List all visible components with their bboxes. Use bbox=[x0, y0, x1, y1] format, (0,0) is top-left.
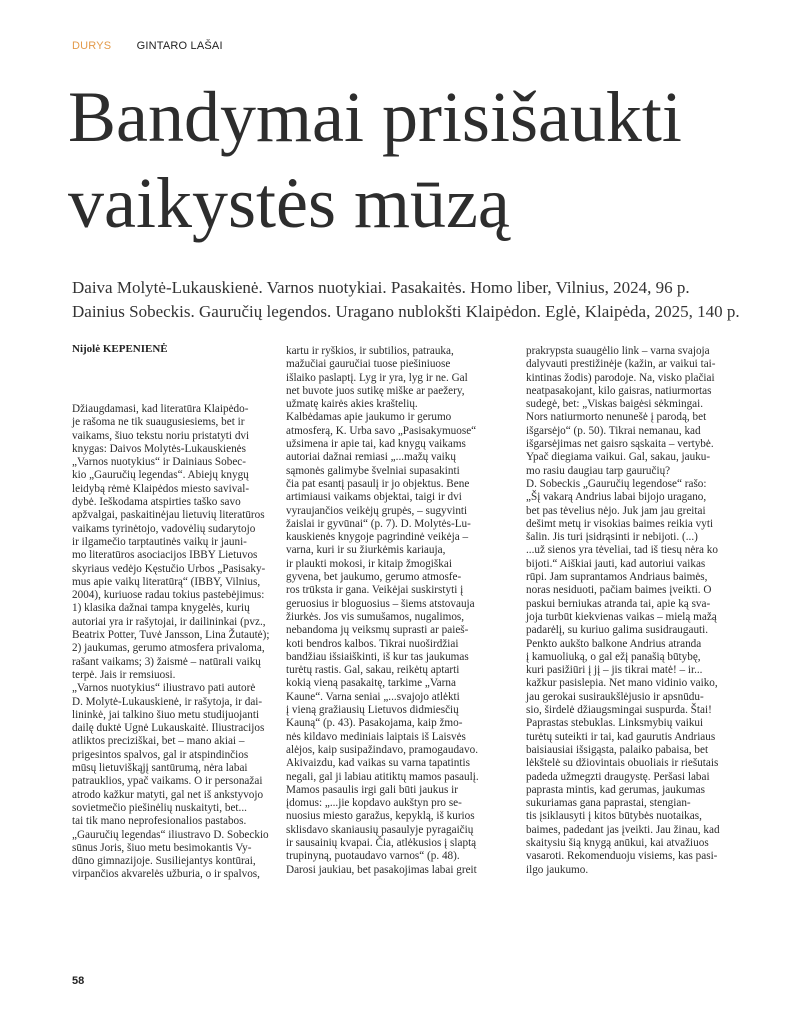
title-line-2: vaikystės mūzą bbox=[68, 163, 510, 243]
author-byline: Nijolė KEPENIENĖ bbox=[72, 343, 168, 355]
book-references bbox=[72, 276, 772, 324]
book-reference-1: Daiva Molytė-Lukauskienė. Varnos nuotykiai. Pasakaitės. Homo liber, Vilnius, 2024, 96 p. bbox=[72, 278, 690, 297]
column-3-text: prakrypsta suaugėlio link – varna svajoja dalyvauti prestižinėje (kažin, ar vaikui tai- kintinas žodis) parodoje. Na, visko plačiai neatpasakojant, kilo gaisras, natiurmortas sudegė, bet: „Viskas baigėsi sėkmingai. Nors natiurmorto nenunešė į parodą, bet išgarsėjo“ (p. 50). Tikrai nemanau, kad išgarsėjimas net gaisro sąskaita – vertybė. Ypač diegiama vaikui. Gal, sakau, jauku- mo rasiu daugiau tarp gauručių? D. Sobeckis „Gauručių legendose“ rašo: „Šį vakarą Andrius labai bijojo uragano, bet pas tėvelius nėjo. Juk jam jau greitai dešimt metų ir visokias baimes reikia vyti šalin. Jis turi įsidrąsinti ir nebijoti. (...) ...už sienos yra tėveliai, tad iš tiesų nėra ko bijoti.“ Aiškiai jauti, kad autoriui vaikas rūpi. Jam suprantamos Andriaus baimės, noras nesiduoti, pačiam baimes įveikti. O paskui berniukas atranda tai, apie ką sva- joja turbūt kiekvienas vaikas – mielą mažą padarėlį, su kuriuo galima susidraugauti. Penkto aukšto balkone Andrius atranda į kamuoliuką, o gal ežį panašią būtybę, kuri pasižiūri į jį – jis tikrai matė! – ir... kažkur pasislepia. Net mano vidinio vaiko, jau gerokai susiraukšlėjusio ir apsnūdu- sio, širdelė džiaugsmingai suspurda. Štai! Paprastas stebuklas. Linksmybių vaikui turėtų suteikti ir tai, kad gaurutis Andriaus baisiausiai išsigąsta, palaiko pabaisa, bet lėkštelė su džiovintais obuoliais ir riešutais padeda užmegzti draugystę. Peršasi labai paprasta mintis, kad gerumas, jaukumas sukuriamas gana paprastai, stengian- tis įsiklausyti į kitos būtybės nuotaikas, baimes, padedant jas įveikti. Jau žinau, kad skaitysiu šią knygą anūkui, kai atvažiuos vasaroti. Rekomenduoju visiems, kas pasi- ilgo jaukumo. bbox=[526, 345, 720, 876]
series-label: GINTARO LAŠAI bbox=[136, 40, 223, 52]
text-column-3 bbox=[526, 345, 729, 877]
text-column-1 bbox=[72, 403, 275, 882]
title-line-1: Bandymai prisišaukti bbox=[68, 77, 682, 157]
page-number: 58 bbox=[72, 975, 85, 987]
column-1-text: Džiaugdamasi, kad literatūra Klaipėdo- je rašoma ne tik suaugusiesiems, bet ir vaikams, šiuo tekstu noriu pristatyti dvi knygas: Daivos Molytės-Lukauskienės „Varnos nuotykius“ ir Dainiaus Sobec- kio „Gauručių legendas“. Abiejų knygų leidybą rėmė Klaipėdos miesto savival- dybė. Ieškodama atspirties taško savo apžvalgai, paskaitinėjau lietuvių literatūros vaikams tyrinėtojo, vadovėlių sudarytojo ir ilgamečio tarptautinės vaikų ir jauni- mo literatūros asociacijos IBBY Lietuvos skyriaus vedėjo Kęstučio Urbos „Pasisaky- mus apie vaikų literatūrą“ (IBBY, Vilnius, 2004), kuriuose radau tokius pastebėjimus: 1) klasika dažnai tampa knygelės, kurių autoriai yra ir rašytojai, ir dailininkai (pvz., Beatrix Potter, Tuvė Jansson, Lina Žutautė); 2) jaukumas, gerumo atmosfera privaloma, rašant vaikams; 3) žaismė – natūrali vaikų terpė. Jais ir remsiuosi. „Varnos nuotykius“ iliustravo pati autorė D. Molytė-Lukauskienė, ir rašytoja, ir dai- lininkė, jai talkino šiuo metu studijuojanti dailę duktė Ugnė Lukauskaitė. Iliustracijos atliktos preciziškai, bet – mano akiai – prigesintos spalvos, gal ir atspindinčios mūsų lietuviškąjį santūrumą, nėra labai patrauklios, ypač vaikams. O ir personažai atrodo kažkur matyti, gal net iš ankstyvojo sovietmečio piešinėlių nuskaityti, bet... tai tik mano neprofesionalios pastabos. „Gauručių legendas“ iliustravo D. Sobeckio sūnus Joris, šiuo metu besimokantis Vy- dūno gimnazijoje. Susiliejantys kontūrai, virpančios akvarelės užburia, o ir spalvos, bbox=[72, 403, 270, 881]
article-title bbox=[68, 74, 768, 246]
book-reference-2: Dainius Sobeckis. Gauručių legendos. Uragano nublokšti Klaipėdon. Eglė, Klaipėda, 2025, 140 p. bbox=[72, 302, 740, 321]
text-column-2 bbox=[286, 345, 489, 877]
column-2-text: kartu ir ryškios, ir subtilios, patrauka, mažučiai gauručiai tuose piešiniuose išlaiko paslaptį. Lyg ir yra, lyg ir ne. Gal net buvote juos sutikę miške ar paežery, užmatę kairės akies kraštelių. Kalbėdamas apie jaukumo ir gerumo atmosferą, K. Urba savo „Pasisakymuose“ užsimena ir apie tai, kad knygų vaikams autoriai dažnai remiasi „...mažų vaikų sąmonės galimybe švelniai supasakinti čia pat esantį pasaulį ir jo objektus. Bene artimiausi vaikams objektai, taigi ir dvi vyraujančios veikėjų grupės, – sugyvinti žaislai ir gyvūnai“ (p. 7). D. Molytės-Lu- kauskienės knygoje pagrindinė veikėja – varna, kuri ir su žiurkėmis kariauja, ir plaukti mokosi, ir kitaip žmogiškai gyvena, bet jaukumo, gerumo atmosfe- ros trūksta ir gana. Veikėjai suskirstyti į geruosius ir bloguosius – šiems atstovauja žiurkės. Jos vis sumušamos, nugalimos, nebandoma jų veiksmų suprasti ar paieš- koti bendros kalbos. Tikrai nuoširdžiai bandžiau išsiaiškinti, iš kur tas jaukumas turėtų rastis. Gal, sakau, reikėtų aptarti kokią vieną pasakaitę, tarkime „Varna Kaune“. Varna seniai „...svajojo atlėkti į vieną gražiausių Lietuvos didmiesčių Kauną“ (p. 43). Pasakojama, kaip žmo- nės kildavo mediniais laiptais iš Laisvės alėjos, kaip susipažindavo, pramogaudavo. Akivaizdu, kad vaikas su varna tapatintis negali, gal ji labiau atitiktų mamos pasaulį. Mamos pasaulis irgi gali būti jaukus ir įdomus: „...jie kopdavo aukštyn pro se- nuosius miesto garažus, kepyklą, iš kurios sklisdavo skaniausių pasaulyje pyragaičių ir sausainių kvapai. Čia, atlėkusios į slaptą trupinyną, puotaudavo varnos“ (p. 48). Darosi jaukiau, bet pasakojimas labai greit bbox=[286, 345, 479, 876]
section-label: DURYS bbox=[72, 40, 112, 52]
running-header bbox=[72, 40, 223, 52]
